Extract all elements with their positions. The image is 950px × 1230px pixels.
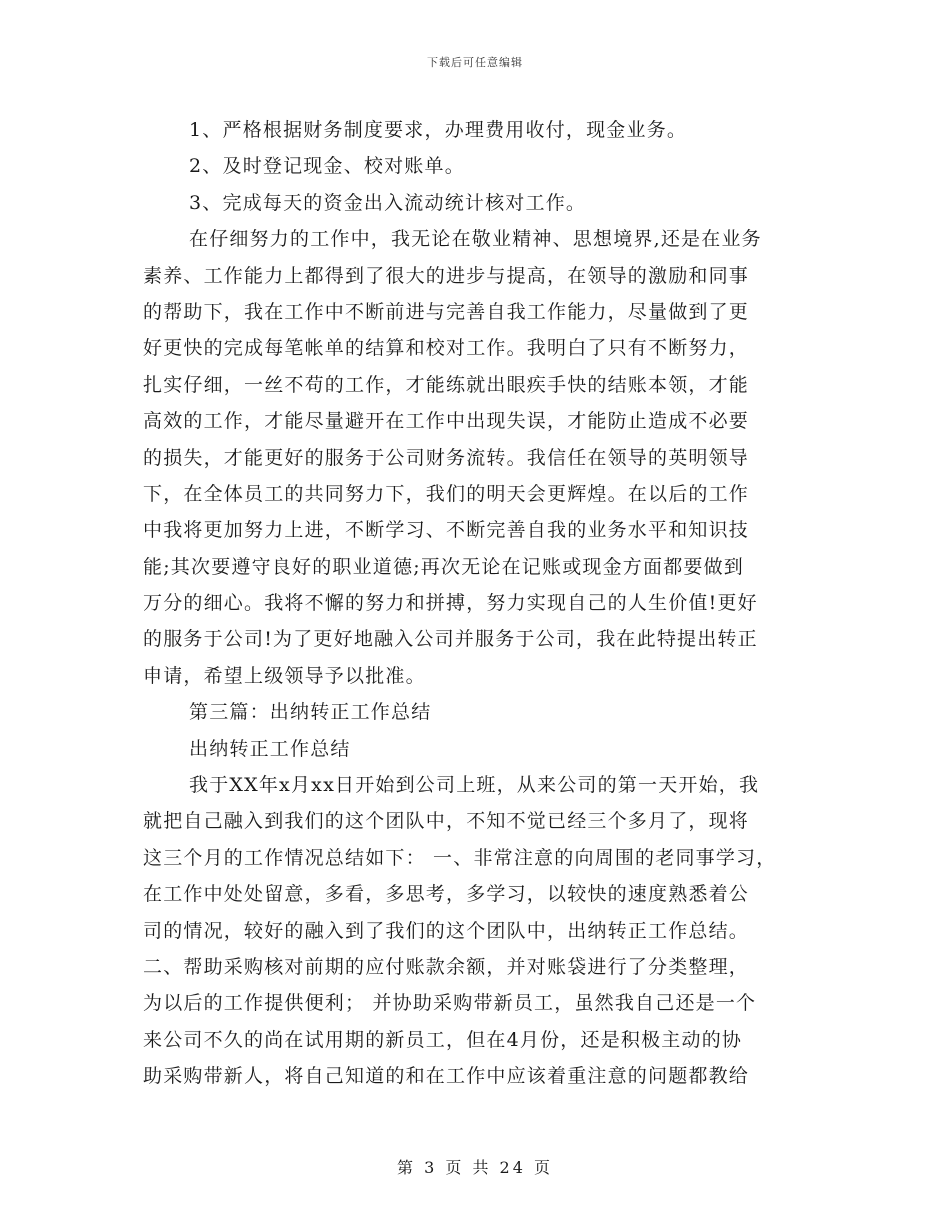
text-line: 助采购带新人，将自己知道的和在工作中应该着重注意的问题都教给 [143,1065,750,1088]
text-line: 好更快的完成每笔帐单的结算和校对工作。我明白了只有不断努力， [143,337,750,360]
text-line: 的损失，才能更好的服务于公司财务流转。我信任在领导的英明领导 [143,446,750,469]
text-line: 在工作中处处留意，多看，多思考，多学习，以较快的速度熟悉着公 [143,883,750,906]
text-line: 在仔细努力的工作中，我无论在敬业精神、思想境界,还是在业务 [189,228,762,251]
text-line: 高效的工作，才能尽量避开在工作中出现失误，才能防止造成不必要 [143,410,750,433]
text-line: 万分的细心。我将不懈的努力和拼搏，努力实现自己的人生价值!更好 [143,592,758,615]
text-line: 3、完成每天的资金出入流动统计核对工作。 [189,191,587,214]
page-number-footer: 第 3 页 共 24 页 [397,1158,553,1177]
text-line: 二、帮助采购核对前期的应付账款余额，并对账袋进行了分类整理， [143,955,750,978]
text-line: 素养、工作能力上都得到了很大的进步与提高，在领导的激励和同事 [143,264,750,287]
text-line: 中我将更加努力上进，不断学习、不断完善自我的业务水平和知识技 [143,519,750,542]
text-line: 就把自己融入到我们的这个团队中，不知不觉已经三个多月了，现将 [143,810,750,833]
text-line: 能;其次要遵守良好的职业道德;再次无论在记账或现金方面都要做到 [143,555,745,578]
section-subheading: 出纳转正工作总结 [189,737,351,760]
text-line: 为以后的工作提供便利； 并协助采购带新员工，虽然我自己还是一个 [143,992,757,1015]
text-line: 1、严格根据财务制度要求，办理费用收付，现金业务。 [189,119,688,141]
text-line: 下，在全体员工的共同努力下，我们的明天会更辉煌。在以后的工作 [143,482,750,505]
section-heading: 第三篇：出纳转正工作总结 [189,701,432,724]
text-line: 司的情况，较好的融入到了我们的这个团队中，出纳转正工作总结。 [143,919,750,942]
text-line: 申请，希望上级领导予以批准。 [143,664,426,687]
text-line: 的服务于公司!为了更好地融入公司并服务于公司，我在此特提出转正 [143,628,758,651]
page-header: 下载后可任意编辑 [427,56,523,69]
text-line: 我于XX年x月xx日开始到公司上班，从来公司的第一天开始，我 [189,774,760,797]
document-body [143,112,823,1095]
text-line: 扎实仔细，一丝不苟的工作，才能练就出眼疾手快的结账本领，才能 [143,373,750,396]
text-line: 这三个月的工作情况总结如下： 一、非常注意的向周围的老同事学习， [143,846,777,869]
text-line: 的帮助下，我在工作中不断前进与完善自我工作能力，尽量做到了更 [143,300,750,323]
text-line: 2、及时登记现金、校对账单。 [189,155,465,178]
text-line: 来公司不久的尚在试用期的新员工，但在4月份，还是积极主动的协 [143,1028,743,1051]
